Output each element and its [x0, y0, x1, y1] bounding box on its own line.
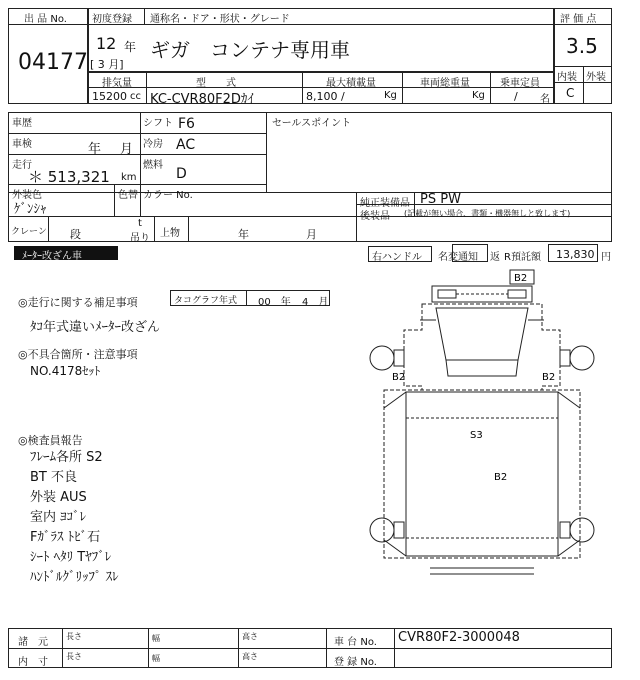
- truck-diagram: [360, 268, 610, 598]
- inspection-year: 年: [88, 142, 102, 157]
- name-change-box: [452, 244, 488, 262]
- defects-label: ◎不具合箇所・注意事項: [18, 348, 138, 361]
- inspection-month: 月: [120, 142, 134, 157]
- mileage-unit: km: [121, 172, 137, 183]
- r-tax-label: R預託額: [504, 252, 541, 263]
- platform-year: 年: [238, 228, 249, 241]
- diagram-mark-right: B2: [542, 372, 556, 383]
- driving-note: ﾀｺ年式違いﾒｰﾀｰ改ざん: [30, 320, 161, 335]
- shift-label: シフト: [143, 118, 173, 129]
- name-label: 通称名・ドア・形状・グレード: [150, 14, 290, 25]
- ac-value: AC: [176, 137, 196, 153]
- inspector-line-7: ﾊﾝﾄﾞﾙｸﾞﾘｯﾌﾟ ｽﾚ: [30, 570, 119, 585]
- genuine-equipment-value: PS PW: [420, 192, 461, 207]
- ext-color-value: ｹﾞﾝｼｬ: [14, 202, 47, 217]
- inspector-line-3: 外装 AUS: [30, 490, 87, 505]
- diagram-mark-center: S3: [470, 430, 483, 441]
- interior-height-label: 高さ: [242, 652, 258, 661]
- max-load-label: 最大積載量: [326, 78, 376, 89]
- tacho-month: 4 月: [302, 297, 329, 308]
- first-reg-label: 初度登録: [92, 14, 132, 25]
- chassis-number: CVR80F2-3000048: [398, 630, 520, 645]
- lot-label: 出 品 No.: [24, 14, 67, 25]
- r-tax-unit: 円: [601, 252, 611, 263]
- inspector-line-5: Fｶﾞﾗｽ ﾄﾋﾞ石: [30, 530, 101, 545]
- r-tax-value: 13,830: [556, 248, 595, 261]
- reg-month: [ 3 月]: [90, 58, 124, 71]
- color-code-label: カラー No.: [143, 190, 193, 201]
- registration-label: 登 録 No.: [334, 657, 377, 668]
- score-label: 評 価 点: [560, 14, 597, 25]
- tacho-label: タコグラフ年式: [174, 296, 238, 306]
- gross-weight-label: 車両総重量: [420, 78, 470, 89]
- ac-label: 冷房: [143, 139, 163, 150]
- fuel-value: D: [176, 166, 187, 182]
- interior-dims-label: 内 寸: [18, 657, 48, 668]
- capacity-value: /: [514, 90, 518, 103]
- shift-value: F6: [178, 116, 195, 132]
- car-name: ギガ コンテナ専用車: [150, 38, 350, 62]
- max-load-value: 8,100 /: [306, 90, 345, 103]
- inspector-line-6: ｼｰﾄ ﾍﾀﾘ Tﾔﾌﾞﾚ: [30, 550, 112, 565]
- mileage-value: ＊ 513,321: [28, 168, 110, 186]
- dims-label: 諸 元: [18, 637, 48, 648]
- genuine-equipment-label: 純正装備品: [360, 198, 410, 209]
- displacement-label: 排気量: [102, 78, 132, 89]
- reg-year: 12: [96, 34, 117, 53]
- gross-weight-unit: Kg: [472, 90, 485, 101]
- dims-height-label: 高さ: [242, 632, 258, 641]
- defects-note: NO.4178ｾｯﾄ: [30, 364, 101, 378]
- crane-hang: 吊り: [130, 233, 150, 244]
- ext-color-label: 外装色: [12, 190, 42, 201]
- max-load-unit: Kg: [384, 90, 397, 101]
- history-label: 車歴: [12, 118, 32, 129]
- displacement-value: 15200: [92, 90, 127, 103]
- tacho-year: 00 年: [258, 297, 291, 308]
- diagram-mark-top: B2: [514, 273, 528, 284]
- model-label: 型 式: [196, 78, 236, 89]
- displacement-unit: cc: [130, 91, 141, 102]
- platform-label: 上物: [160, 228, 180, 239]
- fuel-label: 燃料: [143, 160, 163, 171]
- model-value: KC-CVR80F2Dｶｲ: [150, 92, 254, 107]
- sales-point-label: セールスポイント: [272, 118, 352, 129]
- inspection-label: 車検: [12, 139, 32, 150]
- interior-width-label: 幅: [152, 654, 160, 663]
- inspector-line-1: ﾌﾚｰﾑ各所 S2: [30, 450, 103, 465]
- tamper-banner-text: ﾒｰﾀｰ改ざん車: [22, 251, 82, 262]
- inspector-line-4: 室内 ﾖｺﾞﾚ: [30, 510, 87, 525]
- lot-number: 04177: [18, 50, 88, 75]
- inspector-label: ◎検査員報告: [18, 434, 83, 447]
- interior-grade: C: [566, 86, 575, 100]
- score-value: 3.5: [566, 34, 598, 58]
- reg-year-unit: 年: [124, 40, 137, 54]
- interior-length-label: 長さ: [66, 652, 82, 661]
- crane-stage: 段: [70, 228, 81, 241]
- name-change-label: 名変通知: [438, 252, 478, 263]
- dims-width-label: 幅: [152, 634, 160, 643]
- aftermarket-note: (記載が無い場合、書類・機器無しと致します): [404, 209, 571, 218]
- chassis-label: 車 台 No.: [334, 637, 377, 648]
- inspector-line-2: BT 不良: [30, 470, 77, 485]
- color-change-label: 色替: [118, 190, 138, 201]
- capacity-unit: 名: [540, 94, 550, 105]
- aftermarket-label: 後装品: [360, 211, 390, 222]
- mileage-label: 走行: [12, 160, 32, 171]
- dims-length-label: 長さ: [66, 632, 82, 641]
- exterior-grade-label: 外装: [586, 72, 606, 83]
- diagram-mark-center2: B2: [494, 472, 508, 483]
- steering-label: 右ハンドル: [372, 252, 422, 263]
- crane-ton: t: [138, 218, 142, 229]
- platform-month: 月: [306, 228, 317, 241]
- tax-label: 返: [490, 252, 500, 263]
- crane-label: クレーン: [11, 227, 47, 237]
- diagram-mark-left: B2: [392, 372, 406, 383]
- capacity-label: 乗車定員: [500, 78, 540, 89]
- interior-grade-label: 内装: [557, 72, 577, 83]
- driving-label: ◎走行に関する補足事項: [18, 296, 138, 309]
